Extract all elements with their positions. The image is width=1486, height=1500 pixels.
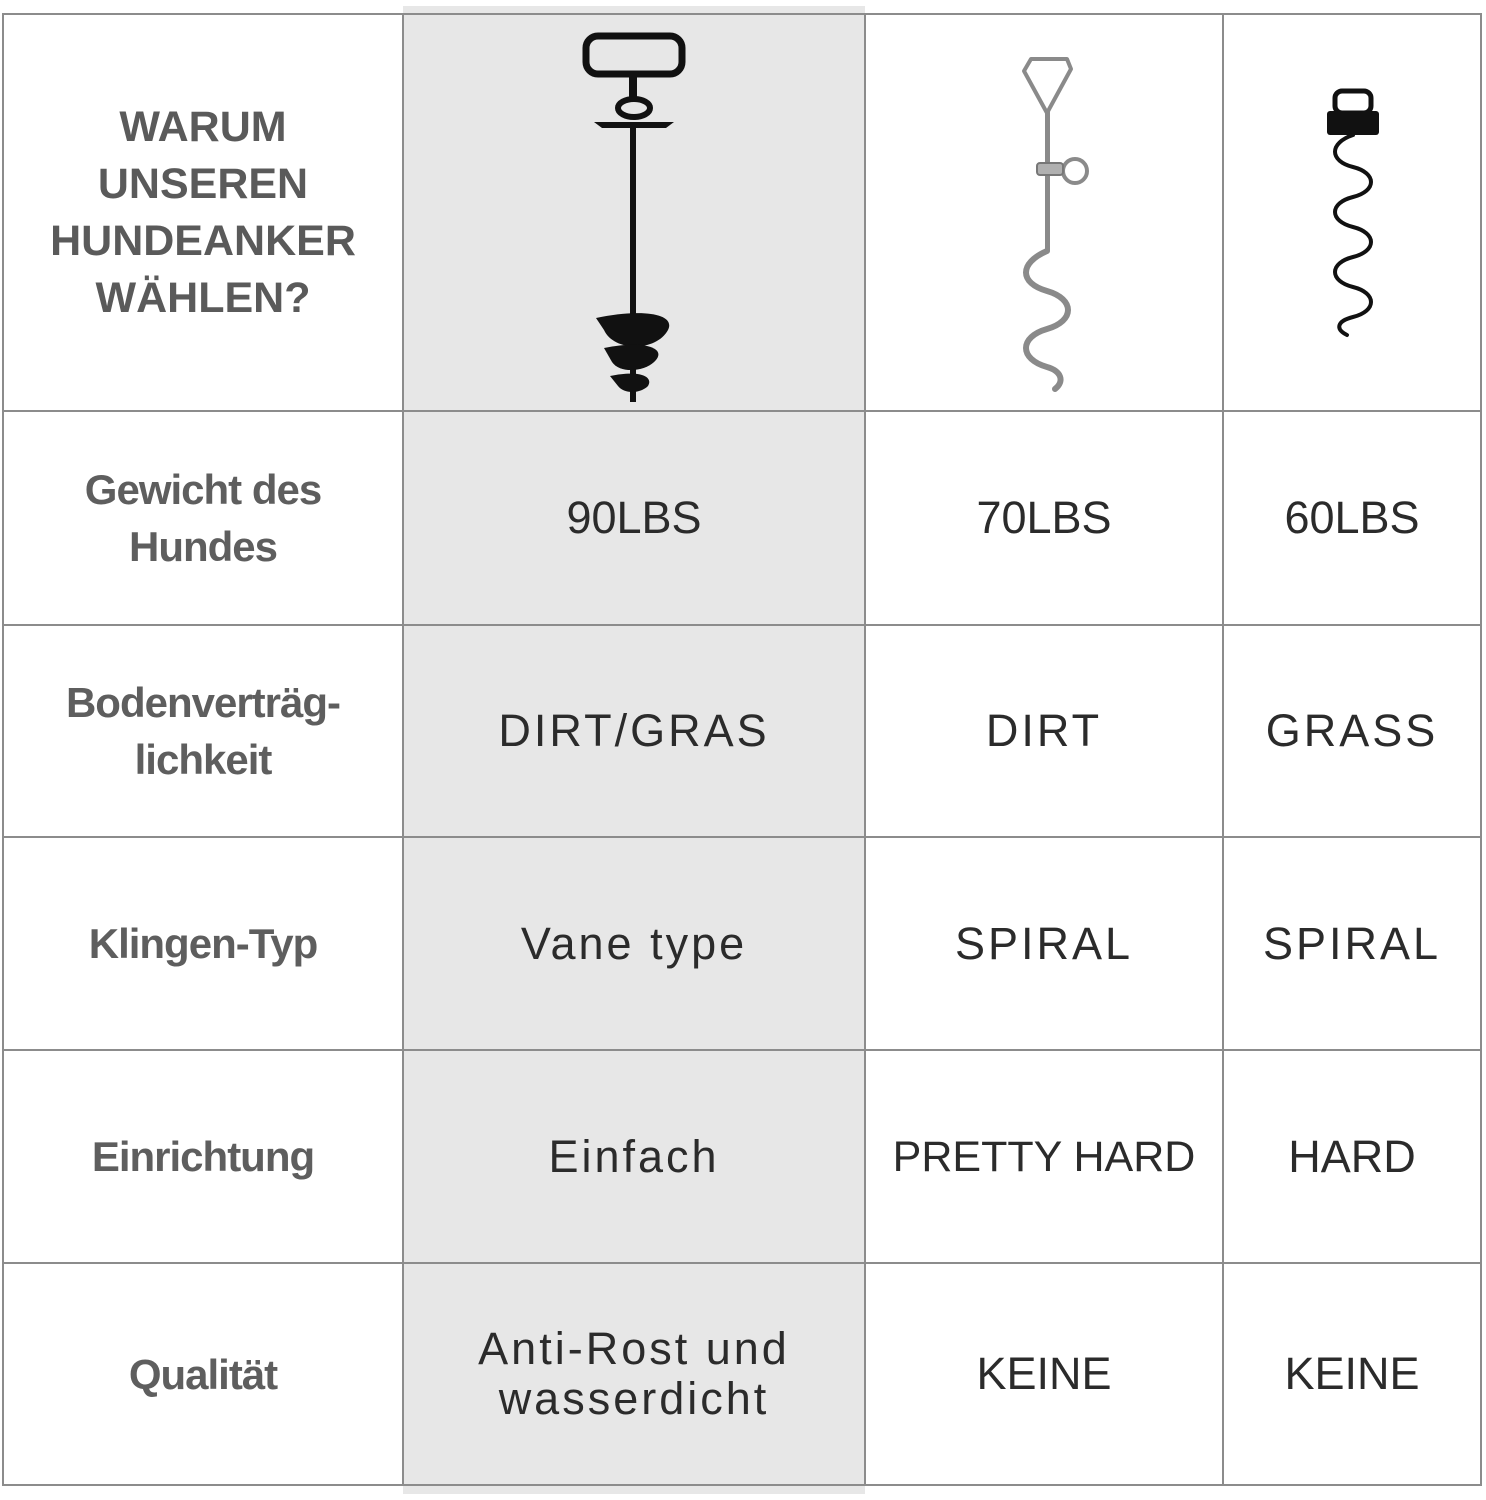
row-label-soil — [4, 626, 402, 836]
setup-value-spiral — [866, 1051, 1222, 1262]
row-label-blade — [4, 838, 402, 1049]
blade-value-spiral — [866, 838, 1222, 1049]
coil-clip-stake-icon — [1307, 63, 1397, 363]
row-label-weight — [4, 412, 402, 624]
cell-value: GRASS — [1265, 705, 1439, 756]
row-label-quality — [4, 1264, 402, 1484]
cell-value: 90LBS — [566, 492, 702, 543]
blade-value-coil — [1224, 838, 1480, 1049]
product-image-cell-2 — [866, 15, 1222, 410]
cell-value: HARD — [1288, 1130, 1416, 1182]
weight-value-ours — [404, 412, 864, 624]
quality-value-ours — [404, 1264, 864, 1484]
cell-value: KEINE — [976, 1348, 1112, 1399]
product-image-cell-1 — [404, 15, 864, 410]
weight-value-coil — [1224, 412, 1480, 624]
cell-value: DIRT/GRAS — [498, 705, 770, 756]
setup-value-coil — [1224, 1051, 1480, 1262]
cell-value: DIRT — [985, 705, 1103, 756]
cell-value: PRETTY HARD — [892, 1132, 1196, 1181]
cell-value: Einfach — [548, 1130, 720, 1182]
product-image-cell-3 — [1224, 15, 1480, 410]
cell-value: KEINE — [1284, 1348, 1420, 1399]
quality-value-spiral — [866, 1264, 1222, 1484]
grid-line-col-right — [1480, 13, 1482, 1486]
weight-value-spiral — [866, 412, 1222, 624]
cell-value: 70LBS — [976, 492, 1112, 543]
cell-value-line: wasserdicht — [498, 1373, 770, 1424]
title-line: HUNDEANKER — [50, 216, 356, 265]
grid-line-bottom — [2, 1484, 1482, 1486]
blade-value-ours — [404, 838, 864, 1049]
soil-value-spiral — [866, 626, 1222, 836]
title-line: WARUM UNSEREN — [97, 102, 309, 208]
quality-value-coil — [1224, 1264, 1480, 1484]
auger-anchor-icon — [574, 18, 694, 408]
row-label-line: Qualität — [128, 1350, 278, 1398]
comparison-title — [4, 15, 402, 410]
cell-value: SPIRAL — [1262, 917, 1442, 969]
soil-value-ours — [404, 626, 864, 836]
cell-value-line: Anti-Rost und — [478, 1323, 790, 1374]
row-label-line: Bodenverträg- — [65, 679, 341, 726]
setup-value-ours — [404, 1051, 864, 1262]
row-label-line: Einrichtung — [91, 1133, 315, 1180]
row-label-line: Hundes — [128, 523, 277, 570]
spiral-stake-icon — [989, 33, 1099, 393]
row-label-line: lichkeit — [134, 736, 272, 783]
soil-value-coil — [1224, 626, 1480, 836]
row-label-setup — [4, 1051, 402, 1262]
cell-value: Vane type — [520, 917, 748, 969]
cell-value: SPIRAL — [954, 917, 1134, 969]
title-line: WÄHLEN? — [95, 273, 311, 322]
row-label-line: Klingen-Typ — [88, 920, 318, 967]
cell-value: 60LBS — [1284, 492, 1420, 543]
row-label-line: Gewicht des — [84, 466, 322, 513]
